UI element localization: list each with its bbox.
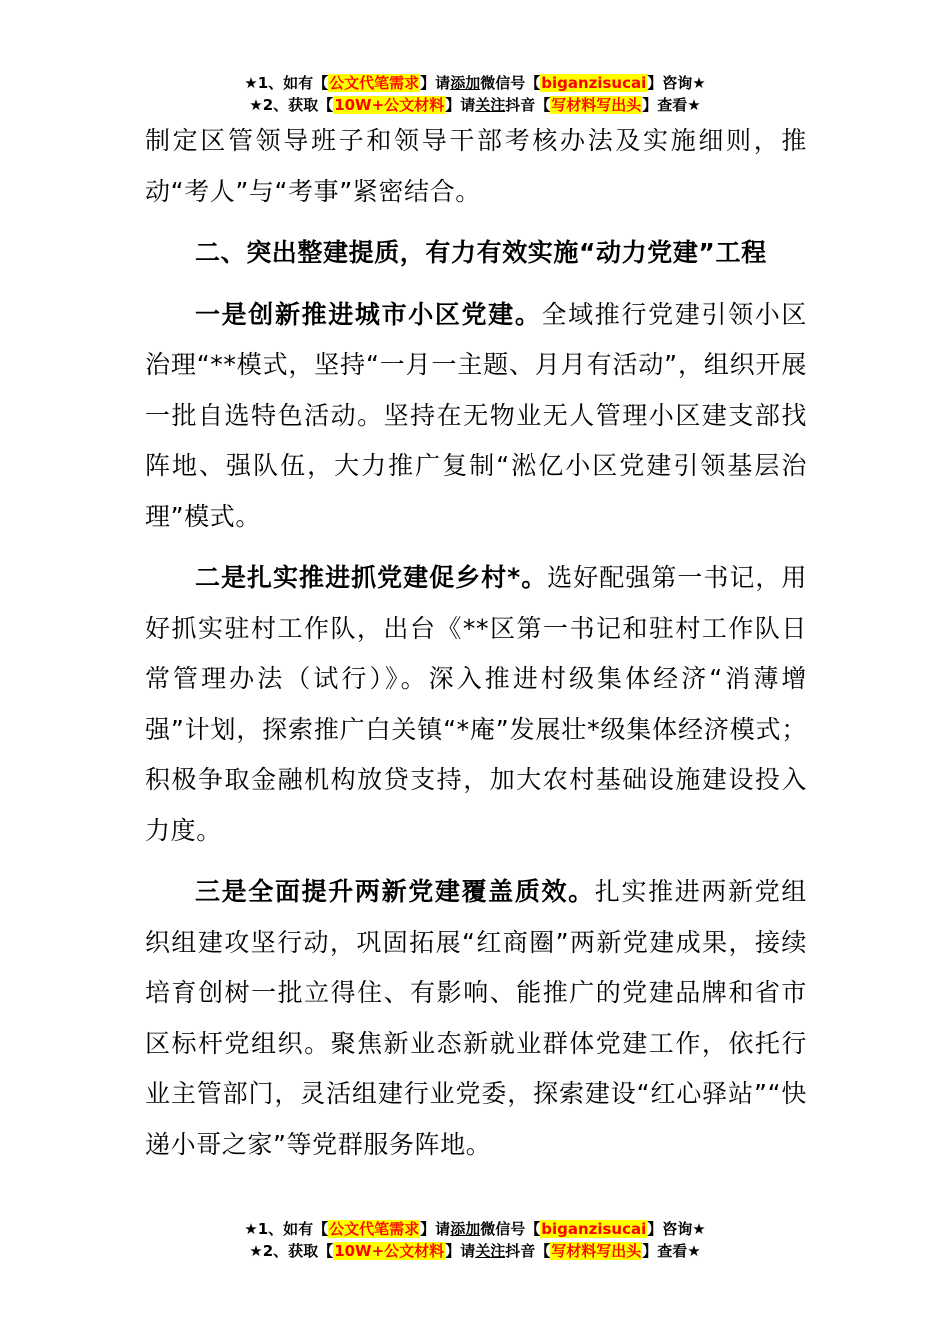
highlight-materials: 10W+公文材料 xyxy=(334,1242,445,1260)
highlight-douyin: 写材料写出头 xyxy=(551,1242,642,1260)
highlight-service: 公文代笔需求 xyxy=(329,1220,420,1238)
document-body xyxy=(145,116,807,1170)
promo-line-1: ★1、如有【公文代笔需求】请添加微信号【biganzisucai】咨询★ xyxy=(244,74,706,92)
paragraph-2-lead: 二是扎实推进抓党建促乡村*。 xyxy=(195,563,548,592)
highlight-wechat-id: biganzisucai xyxy=(541,1220,647,1238)
promo-banner-bottom xyxy=(0,1218,950,1262)
promo-banner-top xyxy=(0,72,950,116)
paragraph-1-lead: 一是创新推进城市小区党建。 xyxy=(195,299,542,329)
highlight-douyin: 写材料写出头 xyxy=(551,96,642,114)
highlight-wechat-id: biganzisucai xyxy=(541,74,647,92)
highlight-service: 公文代笔需求 xyxy=(329,74,420,92)
paragraph-2: 二是扎实推进抓党建促乡村*。选好配强第一书记，用好抓实驻村工作队，出台《**区第一书记和驻村工作队日常管理办法（试行）》。深入推进村级集体经济“消薄增强”计划，探索推广白关镇“*庵”发展壮*级集体经济模式；积极争取金融机构放贷支持，加大农村基础设施建设投入力度。 xyxy=(145,563,807,845)
promo-line-2: ★2、获取【10W+公文材料】请关注抖音【写材料写出头】查看★ xyxy=(249,96,701,114)
section-heading: 二、突出整建提质，有力有效实施“动力党建”工程 xyxy=(195,238,767,267)
paragraph-3-lead: 三是全面提升两新党建覆盖质效。 xyxy=(195,877,595,906)
paragraph-continuation: 制定区管领导班子和领导干部考核办法及实施细则，推动“考人”与“考事”紧密结合。 xyxy=(145,126,807,206)
highlight-materials: 10W+公文材料 xyxy=(334,96,445,114)
paragraph-3: 三是全面提升两新党建覆盖质效。扎实推进两新党组织组建攻坚行动，巩固拓展“红商圈”两新党建成果，接续培育创树一批立得住、有影响、能推广的党建品牌和省市区标杆党组织。聚焦新业态新就业群体党建工作，依托行业主管部门，灵活组建行业党委，探索建设“红心驿站”“快递小哥之家”等党群服务阵地。 xyxy=(145,877,807,1159)
promo-line-2: ★2、获取【10W+公文材料】请关注抖音【写材料写出头】查看★ xyxy=(249,1242,701,1260)
paragraph-1: 一是创新推进城市小区党建。全域推行党建引领小区治理“**模式，坚持“一月一主题、月月有活动”，组织开展一批自选特色活动。坚持在无物业无人管理小区建支部找阵地、强队伍，大力推广复制“淞亿小区党建引领基层治理”模式。 xyxy=(145,299,807,531)
promo-line-1: ★1、如有【公文代笔需求】请添加微信号【biganzisucai】咨询★ xyxy=(244,1220,706,1238)
